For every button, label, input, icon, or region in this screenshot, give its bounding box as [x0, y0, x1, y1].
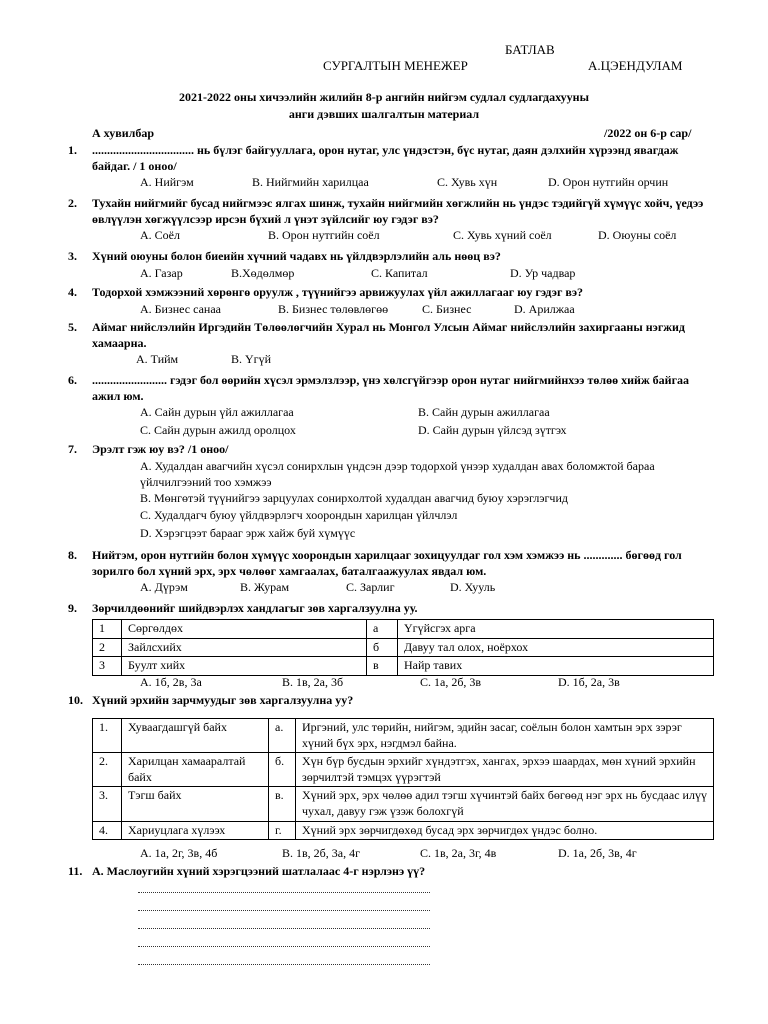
approve-label: БАТЛАВ — [505, 42, 555, 57]
table-cell: 2. — [93, 753, 122, 787]
table-cell: 1 — [93, 620, 122, 639]
answer-line[interactable] — [138, 910, 430, 911]
question-text: Тухайн нийгмийг бусад нийгмээс ялгах шинж, тухайн нийгмийн хөгжлийн нь үндэс тэдийгүй хүмүүс хойч, үедээ өвлүүлэн хөгжүүлсээр ирсэн бүхий л үнэт зүйлсийг юу гэдэг вэ? — [92, 196, 704, 226]
question-4 — [68, 285, 718, 319]
question-text: .................................. нь бүлэг байгууллага, орон нутаг, улс үндэстэн, бүс нутаг, даян дэлхийн хүрээнд явагдаж байдаг. / 1 оноо/ — [92, 143, 679, 173]
question-number: 2. — [68, 196, 77, 210]
title-line-1: 2021-2022 оны хичээлийн жилийн 8-р ангийн нийгэм судлал судлагдахууны — [179, 90, 589, 104]
question-text: Эрэлт гэж юу вэ? /1 оноо/ — [92, 442, 229, 456]
option-a[interactable]: А. 1б, 2в, 3а — [140, 675, 202, 689]
option-d[interactable]: D. Арилжаа — [514, 301, 575, 316]
option-d[interactable]: D. Сайн дурын үйлсэд зүтгэх — [418, 423, 567, 438]
option-d[interactable]: D. 1а, 2б, 3в, 4г — [558, 846, 637, 860]
option-a[interactable]: А. Худалдан авагчийн хүсэл сонирхлын үндсэн дээр тодорхой үнээр худалдан авах боломжтой бараа үйлчилгээний тоо хэмжээ — [140, 458, 655, 489]
option-a[interactable]: А. Бизнес санаа — [140, 301, 221, 316]
table-row — [93, 821, 714, 840]
table-cell: Хариуцлага хүлээх — [122, 821, 269, 840]
question-11 — [68, 864, 718, 880]
question-1 — [68, 143, 718, 192]
option-b[interactable]: В. Мөнгөтэй түүнийгээ зарцуулах сонирхолтой худалдан авагчид буюу хэрэглэгчид — [140, 490, 568, 505]
table-cell: а — [367, 620, 398, 639]
question-number: 7. — [68, 442, 77, 456]
answer-options — [68, 846, 718, 863]
question-text: Аймаг нийслэлийн Иргэдийн Төлөөлөгчийн Хурал нь Монгол Улсын Аймаг нийслэлийн захиргааны нэгжид хамаарна. — [92, 320, 685, 350]
table-cell: г. — [269, 821, 296, 840]
answer-options — [68, 352, 718, 369]
table-row — [93, 753, 714, 787]
option-c[interactable]: С. Капитал — [371, 265, 428, 280]
option-b[interactable]: В. Бизнес төлөвлөгөө — [278, 301, 389, 316]
table-cell: в. — [269, 787, 296, 821]
table-row — [93, 620, 714, 639]
question-number: 4. — [68, 285, 77, 299]
option-a[interactable]: А. Сайн дурын үйл ажиллагаа — [140, 405, 294, 420]
option-b[interactable]: В. Үгүй — [231, 352, 272, 367]
option-b[interactable]: В. 1в, 2а, 3б — [282, 675, 344, 689]
table-cell: Хүний эрх зөрчигдөхөд бусад эрх зөрчигдөх үндэс болно. — [296, 821, 714, 840]
answer-line[interactable] — [138, 946, 430, 947]
table-cell: Тэгш байх — [122, 787, 269, 821]
option-d[interactable]: D. Орон нутгийн орчин — [548, 175, 669, 190]
question-number: 3. — [68, 249, 77, 263]
option-b[interactable]: В. Журам — [240, 580, 290, 595]
question-number: 5. — [68, 320, 77, 334]
option-c[interactable]: С. Хувь хүний соёл — [453, 228, 552, 243]
question-text: Хүний оюуны болон биеийн хүчний чадавх нь үйлдвэрлэлийн аль нөөц вэ? — [92, 249, 501, 263]
option-c[interactable]: С. Зарлиг — [346, 580, 395, 595]
option-a[interactable]: А. Газар — [140, 265, 183, 280]
table-row — [93, 787, 714, 821]
question-3 — [68, 249, 718, 283]
question-number: 8. — [68, 548, 77, 562]
table-cell: Иргэний, улс төрийн, нийгэм, эдийн засаг, соёлын болон хамтын эрх зэрэг хүний бүх эрх, нэгдмэл байна. — [296, 719, 714, 753]
option-c[interactable]: С. 1а, 2б, 3в — [420, 675, 482, 689]
question-7 — [68, 442, 718, 542]
option-c[interactable]: С. Бизнес — [422, 301, 472, 316]
table-row — [93, 638, 714, 657]
option-d[interactable]: D. Ур чадвар — [510, 265, 576, 280]
table-cell: Давуу тал олох, ноёрхох — [398, 638, 714, 657]
manager-position: СУРГАЛТЫН МЕНЕЖЕР — [323, 58, 468, 73]
answer-options — [68, 175, 718, 192]
question-8 — [68, 548, 718, 597]
option-a[interactable]: А. Нийгэм — [140, 175, 194, 190]
table-cell: Хүний эрх, эрх чөлөө адил тэгш хүчинтэй байх бөгөөд нэг эрх нь бусдаас илүү чухал, давуу гэж үзэж болохгүй — [296, 787, 714, 821]
answer-line[interactable] — [138, 892, 430, 893]
question-text: А. Маслоугийн хүний хэрэгцээний шатлалаас 4-г нэрлэнэ үү? — [92, 864, 426, 878]
option-b[interactable]: В. Сайн дурын ажиллагаа — [418, 405, 550, 420]
table-cell: Харилцан хамааралтай байх — [122, 753, 269, 787]
question-number: 6. — [68, 373, 77, 387]
answer-line[interactable] — [138, 928, 430, 929]
table-cell: б — [367, 638, 398, 657]
question-text: Нийтэм, орон нутгийн болон хүмүүс хоорондын харилцааг зохицуулдаг гол хэм хэмжээ нь ............. бөгөөд гол зорилго бол хүний эрх, эрх чөлөөг хамгаалах, баталгаажуулах явдал юм. — [92, 548, 682, 578]
table-cell: Буулт хийх — [122, 657, 367, 676]
question-number: 1. — [68, 143, 77, 157]
table-cell: Хүн бүр бусдын эрхийг хүндэтгэх, хангах, эрхээ шаардах, мөн хүний эрхийн зөрчилтэй тэмцэх үүрэгтэй — [296, 753, 714, 787]
table-cell: в — [367, 657, 398, 676]
option-a[interactable]: А. Дүрэм — [140, 580, 188, 595]
table-row — [93, 657, 714, 676]
option-d[interactable]: D. 1б, 2а, 3в — [558, 675, 620, 689]
option-d[interactable]: D. Оюуны соёл — [598, 228, 677, 243]
answer-options — [68, 675, 718, 692]
table-cell: а. — [269, 719, 296, 753]
question-2 — [68, 196, 718, 245]
answer-options — [68, 228, 718, 245]
question-number: 9. — [68, 601, 77, 615]
table-cell: 3. — [93, 787, 122, 821]
question-5 — [68, 320, 718, 369]
option-a[interactable]: А. Соёл — [140, 228, 180, 243]
table-cell: Сөргөлдөх — [122, 620, 367, 639]
exam-date: /2022 он 6-р сар/ — [604, 126, 692, 140]
question-number: 10. — [68, 693, 83, 707]
table-cell: 3 — [93, 657, 122, 676]
option-d[interactable]: D. Хууль — [450, 580, 496, 595]
matching-table-conflict — [92, 619, 714, 676]
table-cell: Үгүйсгэх арга — [398, 620, 714, 639]
matching-table-rights — [92, 718, 714, 840]
answer-options — [68, 266, 718, 283]
table-row — [93, 719, 714, 753]
question-text: Тодорхой хэмжээний хөрөнгө оруулж , түүнийгээ арвижуулах үйл ажиллагааг юу гэдэг вэ? — [92, 285, 584, 299]
question-9 — [68, 601, 718, 617]
question-6 — [68, 373, 718, 440]
question-text: Хүний эрхийн зарчмуудыг зөв харгалзуулна уу? — [92, 693, 354, 707]
option-a[interactable]: А. 1а, 2г, 3в, 4б — [140, 846, 218, 860]
answer-line[interactable] — [138, 964, 430, 965]
option-b[interactable]: В. Нийгмийн харилцаа — [252, 175, 369, 190]
table-cell: б. — [269, 753, 296, 787]
table-cell: Зайлсхийх — [122, 638, 367, 657]
question-10 — [68, 693, 718, 709]
option-b[interactable]: В.Хөдөлмөр — [231, 265, 295, 280]
answer-options — [68, 405, 718, 422]
question-text: ......................... гэдэг бол өөрийн хүсэл эрмэлзлээр, үнэ хөлсгүйгээр орон нутаг нийгмийнхээ төлөө хийж байгаа ажил юм. — [92, 373, 690, 403]
option-c[interactable]: С. Сайн дурын ажилд оролцох — [140, 423, 296, 438]
manager-name: А.ЦЭЕНДУЛАМ — [588, 58, 683, 73]
answer-options — [68, 423, 718, 440]
table-cell: Хуваагдашгүй байх — [122, 719, 269, 753]
option-c[interactable]: С. Хувь хүн — [437, 175, 498, 190]
table-cell: 2 — [93, 638, 122, 657]
option-c[interactable]: С. 1в, 2а, 3г, 4в — [420, 846, 497, 860]
option-b[interactable]: В. 1в, 2б, 3а, 4г — [282, 846, 361, 860]
table-cell: 4. — [93, 821, 122, 840]
question-number: 11. — [68, 864, 83, 878]
option-a[interactable]: А. Тийм — [136, 352, 179, 367]
table-cell: Найр тавих — [398, 657, 714, 676]
option-c[interactable]: С. Худалдагч буюу үйлдвэрлэгч хоорондын харилцан үйлчлэл — [140, 508, 458, 523]
option-d[interactable]: D. Хэрэгцээт барааг эрж хайж буй хүмүүс — [140, 525, 356, 540]
question-text: Зөрчилдөөнийг шийдвэрлэх хандлагыг зөв харгалзуулна уу. — [92, 601, 418, 615]
option-b[interactable]: В. Орон нутгийн соёл — [268, 228, 380, 243]
table-cell: 1. — [93, 719, 122, 753]
title-line-2: анги дэвших шалгалтын материал — [288, 107, 480, 121]
answer-options — [68, 580, 718, 597]
variant-label: А хувилбар — [92, 126, 155, 140]
answer-options — [68, 302, 718, 319]
